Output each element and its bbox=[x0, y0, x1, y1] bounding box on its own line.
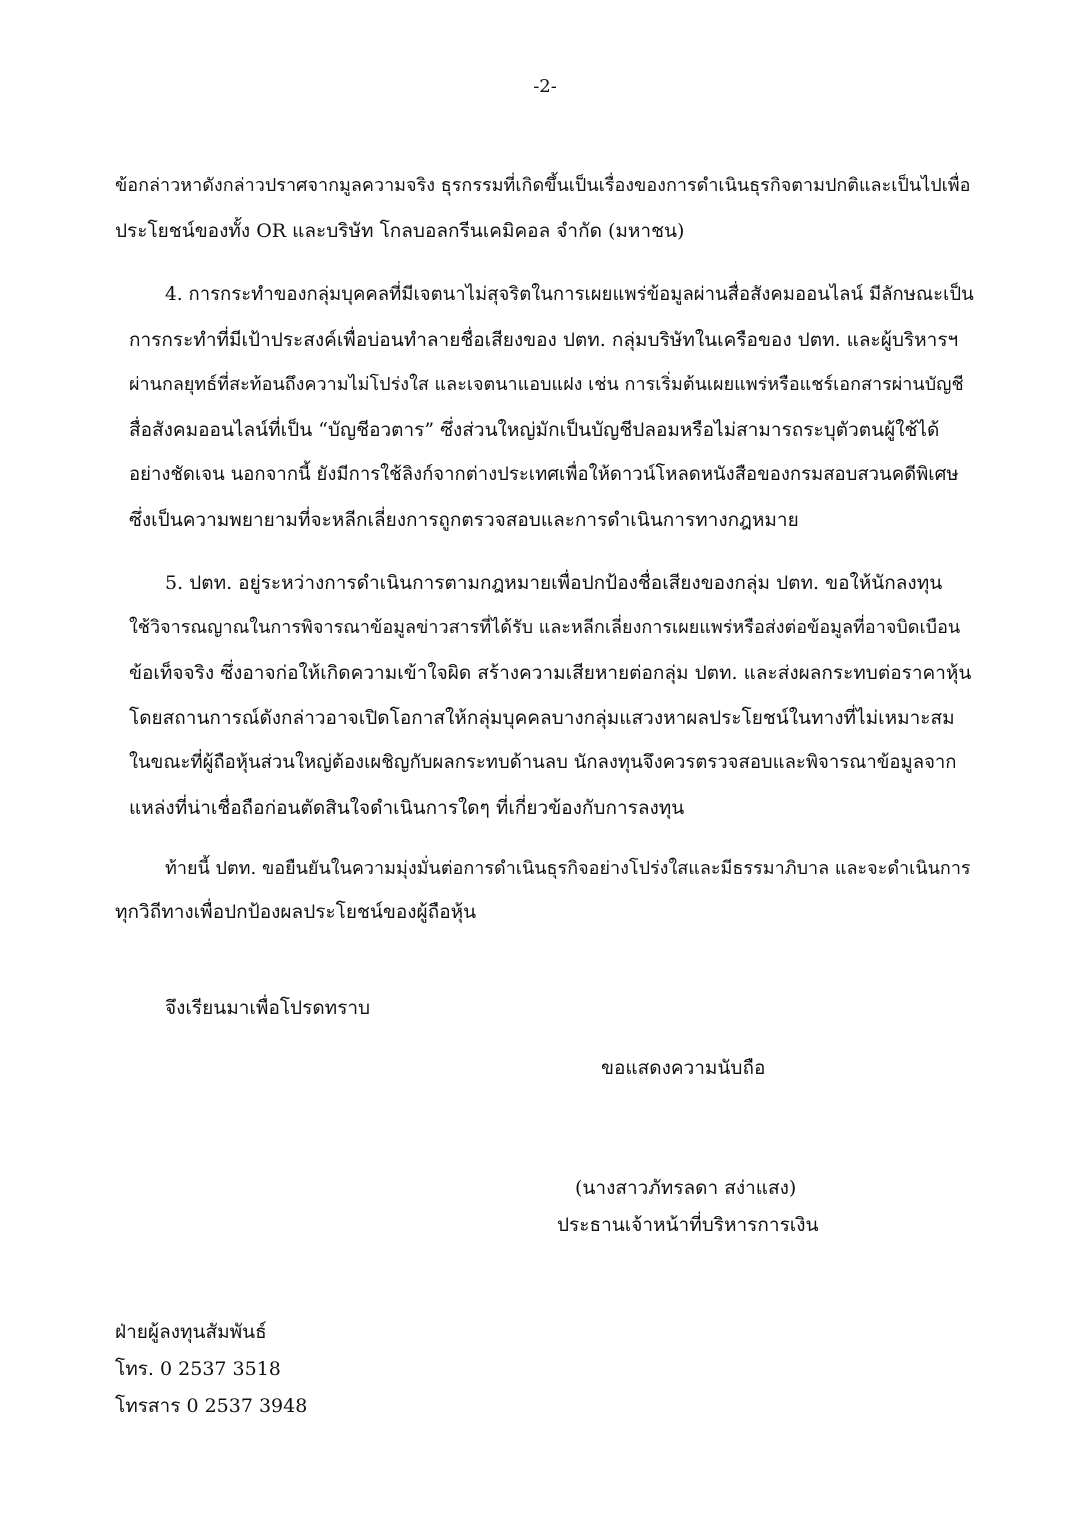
intro-line-1: ข้อกล่าวหาดังกล่าวปราศจากมูลความจริง ธุรกรรมที่เกิดขึ้นเป็นเรื่องของการดำเนินธุรกิจตามปกติและเป็นไปเพื่อ bbox=[115, 175, 971, 196]
item-4-line-5: อย่างชัดเจน นอกจากนี้ ยังมีการใช้ลิงก์จากต่างประเทศเพื่อให้ดาวน์โหลดหนังสือของกรมสอบสวนคดีพิเศษ bbox=[129, 464, 959, 485]
item-5-line-1: 5. ปตท. อยู่ระหว่างการดำเนินการตามกฎหมายเพื่อปกป้องชื่อเสียงของกลุ่ม ปตท. ขอให้นักลงทุน bbox=[165, 572, 943, 594]
closing-line-1: ท้ายนี้ ปตท. ขอยืนยันในความมุ่งมั่นต่อการดำเนินธุรกิจอย่างโปร่งใสและมีธรรมาภิบาล และจะดำเนินการ bbox=[165, 858, 971, 879]
item-5-line-5: ในขณะที่ผู้ถือหุ้นส่วนใหญ่ต้องเผชิญกับผลกระทบด้านลบ นักลงทุนจึงควรตรวจสอบและพิจารณาข้อมูลจาก bbox=[129, 752, 957, 773]
item-4-line-6: ซึ่งเป็นความพยายามที่จะหลีกเลี่ยงการถูกตรวจสอบและการดำเนินการทางกฎหมาย bbox=[129, 509, 799, 531]
contact-fax: โทรสาร 0 2537 3948 bbox=[115, 1395, 308, 1417]
item-5-line-2: ใช้วิจารณญาณในการพิจารณาข้อมูลข่าวสารที่ได้รับ และหลีกเลี่ยงการเผยแพร่หรือส่งต่อข้อมูลที่อาจบิดเบือน bbox=[129, 617, 961, 638]
item-4-line-4: สื่อสังคมออนไลน์ที่เป็น “บัญชีอวตาร” ซึ่งส่วนใหญ่มักเป็นบัญชีปลอมหรือไม่สามารถระบุตัวตนผู้ใช้ได้ bbox=[129, 419, 940, 441]
item-4-line-2: การกระทำที่มีเป้าประสงค์เพื่อบ่อนทำลายชื่อเสียงของ ปตท. กลุ่มบริษัทในเครือของ ปตท. และผู้บริหารฯ bbox=[129, 329, 959, 351]
item-5-line-4: โดยสถานการณ์ดังกล่าวอาจเปิดโอกาสให้กลุ่มบุคคลบางกลุ่มแสวงหาผลประโยชน์ในทางที่ไม่เหมาะสม bbox=[129, 707, 955, 729]
contact-department: ฝ่ายผู้ลงทุนสัมพันธ์ bbox=[115, 1321, 267, 1343]
item-4-line-3: ผ่านกลยุทธ์ที่สะท้อนถึงความไม่โปร่งใส และเจตนาแอบแฝง เช่น การเริ่มต้นเผยแพร่หรือแชร์เอกสารผ่านบัญชี bbox=[129, 374, 964, 395]
page-number: -2- bbox=[533, 76, 557, 97]
signatory-title: ประธานเจ้าหน้าที่บริหารการเงิน bbox=[557, 1214, 819, 1236]
item-5-line-6: แหล่งที่น่าเชื่อถือก่อนตัดสินใจดำเนินการใดๆ ที่เกี่ยวข้องกับการลงทุน bbox=[129, 797, 685, 819]
regards: ขอแสดงความนับถือ bbox=[601, 1057, 766, 1079]
contact-phone: โทร. 0 2537 3518 bbox=[115, 1358, 281, 1380]
item-5-line-3: ข้อเท็จจริง ซึ่งอาจก่อให้เกิดความเข้าใจผิด สร้างความเสียหายต่อกลุ่ม ปตท. และส่งผลกระทบต่อราคาหุ้น bbox=[129, 662, 972, 684]
item-4-line-1: 4. การกระทำของกลุ่มบุคคลที่มีเจตนาไม่สุจริตในการเผยแพร่ข้อมูลผ่านสื่อสังคมออนไลน์ มีลักษณะเป็น bbox=[165, 284, 974, 305]
intro-line-2: ประโยชน์ของทั้ง OR และบริษัท โกลบอลกรีนเคมิคอล จำกัด (มหาชน) bbox=[115, 220, 685, 242]
closing-line-2: ทุกวิถีทางเพื่อปกป้องผลประโยชน์ของผู้ถือหุ้น bbox=[115, 901, 477, 923]
signatory-name: (นางสาวภัทรลดา สง่าแสง) bbox=[575, 1177, 797, 1199]
salutation: จึงเรียนมาเพื่อโปรดทราบ bbox=[165, 997, 371, 1019]
